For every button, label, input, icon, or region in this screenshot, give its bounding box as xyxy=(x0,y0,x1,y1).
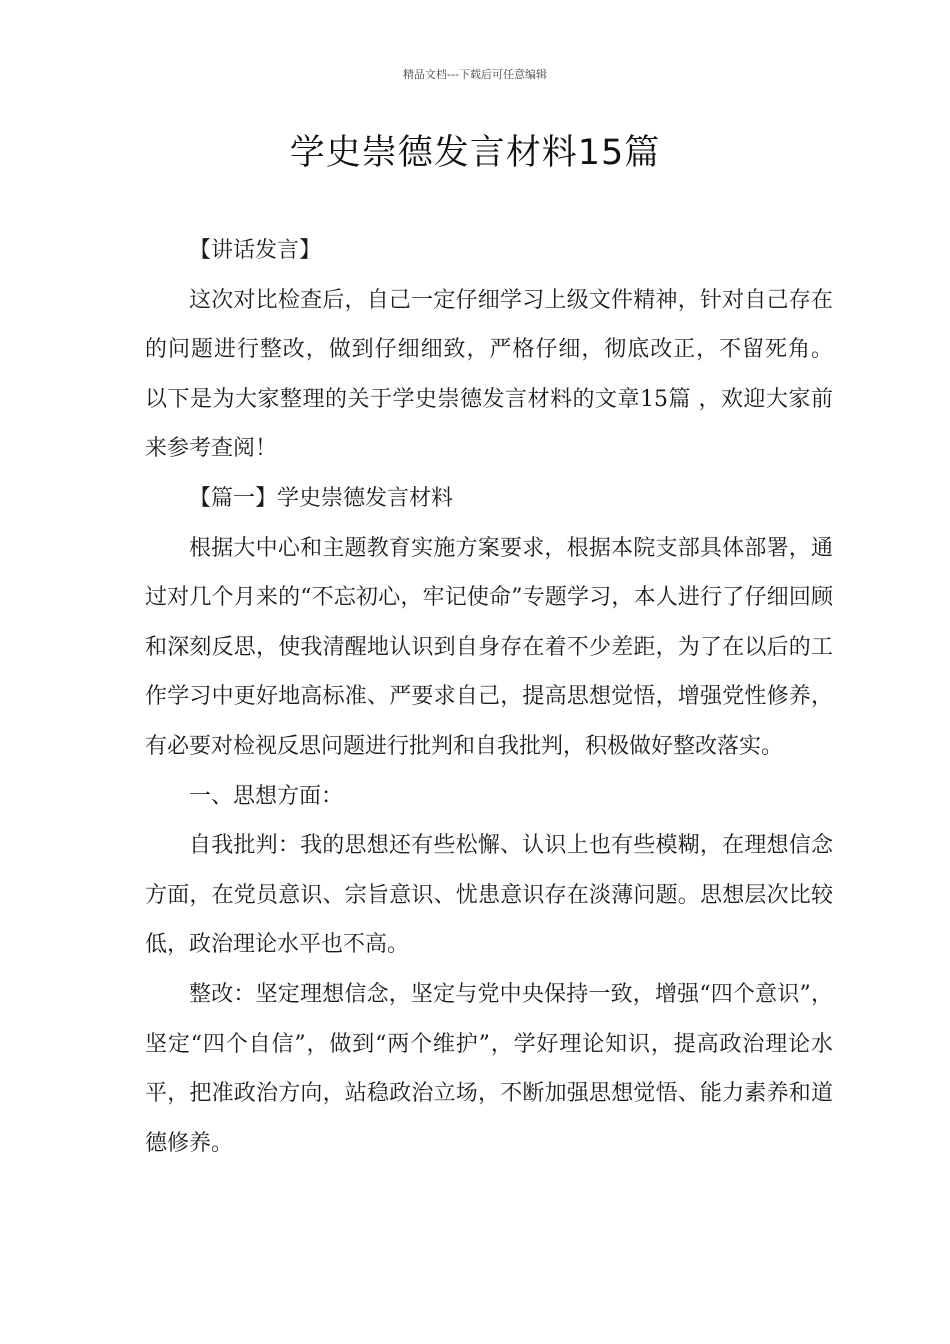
document-title: 学史崇德发言材料15篇 xyxy=(289,133,661,173)
header-note: 精品文档---下载后可任意编辑 xyxy=(403,68,547,81)
rectification-paragraph: 整改：坚定理想信念，坚定与党中央保持一致，增强“四个意识”，坚定“四个自信”，做到“两个维护”，学好理论知识，提高政治理论水平，把准政治方向，站稳政治立场，不断加强思想觉悟、能力素养和道德修养。 xyxy=(145,981,833,1156)
self-criticism-paragraph: 自我批判：我的思想还有些松懈、认识上也有些模糊，在理想信念方面，在党员意识、宗旨意识、忧患意识存在淡薄问题。思想层次比较低，政治理论水平也不高。 xyxy=(145,833,833,958)
intro-paragraph: 这次对比检查后，自己一定仔细学习上级文件精神，针对自己存在的问题进行整改，做到仔细细致，严格仔细，彻底改正，不留死角。 以下是为大家整理的关于学史崇德发言材料的文章15篇 ，欢迎大家前来参考查阅！ xyxy=(145,287,833,462)
article-paragraph-1: 根据大中心和主题教育实施方案要求，根据本院支部具体部署，通过对几个月来的“不忘初心，牢记使命”专题学习，本人进行了仔细回顾和深刻反思，使我清醒地认识到自身存在着不少差距，为了在以后的工作学习中更好地高标准、严要求自己，提高思想觉悟，增强党性修养，有必要对检视反思问题进行批判和自我批判，积极做好整改落实。 xyxy=(145,535,833,759)
subsection-heading-thought: 一、思想方面： xyxy=(189,783,344,809)
section-label-speech: 【讲话发言】 xyxy=(189,238,322,263)
article-heading-1: 【篇一】学史崇德发言材料 xyxy=(189,485,454,511)
document-body xyxy=(145,226,833,1168)
